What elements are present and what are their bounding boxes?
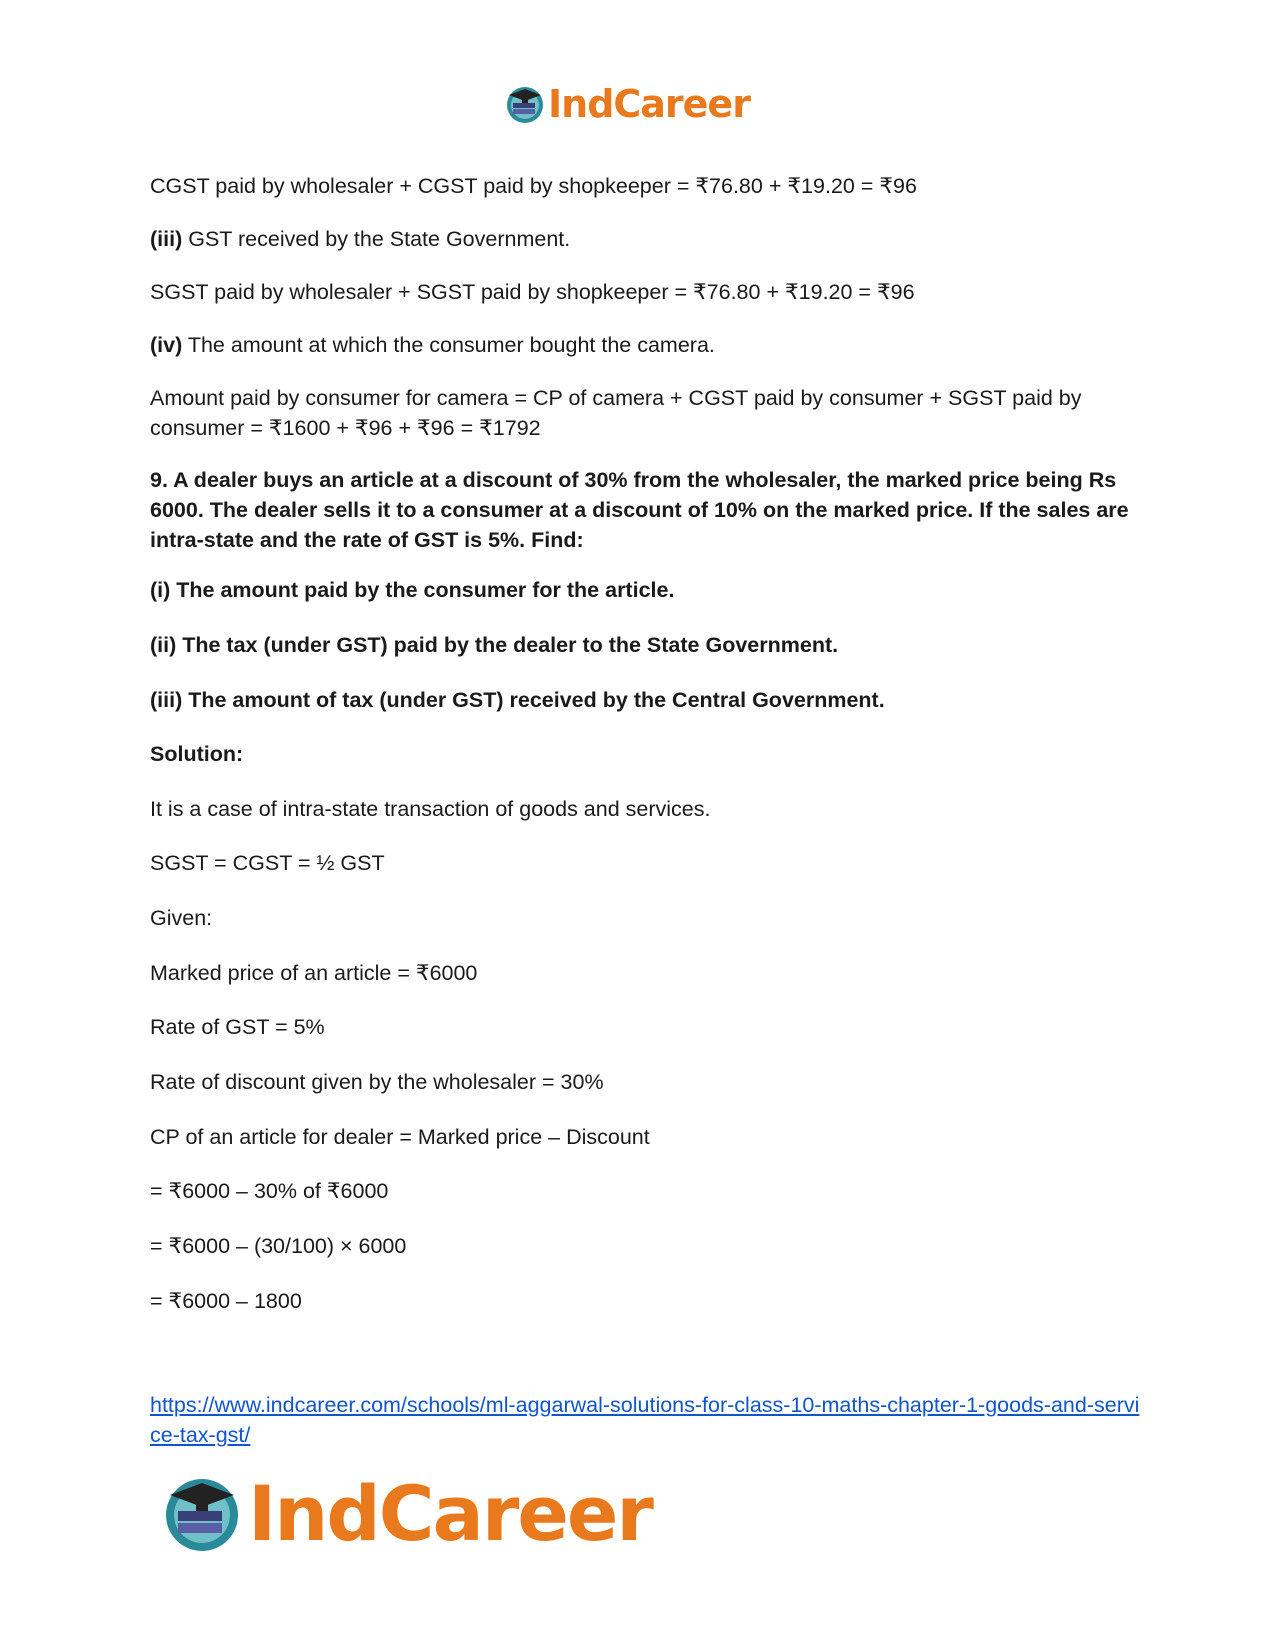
text-line: It is a case of intra-state transaction of goods and services. xyxy=(150,797,711,821)
text-line: Given: xyxy=(150,906,213,930)
footer-logo xyxy=(160,1467,652,1559)
question-part: (iii) The amount of tax (under GST) received by the Central Government. xyxy=(150,688,885,712)
solution-heading: Solution: xyxy=(150,742,244,766)
text-line: CP of an article for dealer = Marked price – Discount xyxy=(150,1125,650,1149)
text-line: = ₹6000 – 1800 xyxy=(150,1289,302,1313)
question-heading: 9. A dealer buys an article at a discount of 30% from the wholesaler, the marked price being Rs 6000. The dealer sells it to a consumer at a discount of 10% on the marked price. If the sales are intra-state and the rate of GST is 5%. Find: xyxy=(150,468,1129,552)
logo-wordmark: IndCareer xyxy=(248,1468,652,1558)
text-line: (iii) GST received by the State Government. xyxy=(150,227,571,251)
logo-wordmark: IndCareer xyxy=(548,82,750,126)
text-line: Marked price of an article = ₹6000 xyxy=(150,961,478,985)
text-line: CGST paid by wholesaler + CGST paid by shopkeeper = ₹76.80 + ₹19.20 = ₹96 xyxy=(150,174,917,198)
graduation-cap-globe-icon xyxy=(504,83,546,125)
source-link[interactable]: https://www.indcareer.com/schools/ml-aggarwal-solutions-for-class-10-maths-chapter-1-goods-and-service-tax-gst/ xyxy=(150,1393,1140,1447)
text-line: (iv) The amount at which the consumer bought the camera. xyxy=(150,333,715,357)
text-line: SGST paid by wholesaler + SGST paid by shopkeeper = ₹76.80 + ₹19.20 = ₹96 xyxy=(150,280,915,304)
header-logo xyxy=(504,80,750,128)
text-line: SGST = CGST = ½ GST xyxy=(150,851,385,875)
question-part: (ii) The tax (under GST) paid by the dealer to the State Government. xyxy=(150,633,839,657)
text-paragraph: Amount paid by consumer for camera = CP of camera + CGST paid by consumer + SGST paid by consumer = ₹1600 + ₹96 + ₹96 = ₹1792 xyxy=(150,386,1082,440)
text-line: Rate of discount given by the wholesaler = 30% xyxy=(150,1070,604,1094)
text-line: Rate of GST = 5% xyxy=(150,1015,325,1039)
graduation-cap-globe-icon xyxy=(160,1471,244,1555)
question-part: (i) The amount paid by the consumer for the article. xyxy=(150,578,675,602)
text-line: = ₹6000 – (30/100) × 6000 xyxy=(150,1234,407,1258)
text-line: = ₹6000 – 30% of ₹6000 xyxy=(150,1179,389,1203)
